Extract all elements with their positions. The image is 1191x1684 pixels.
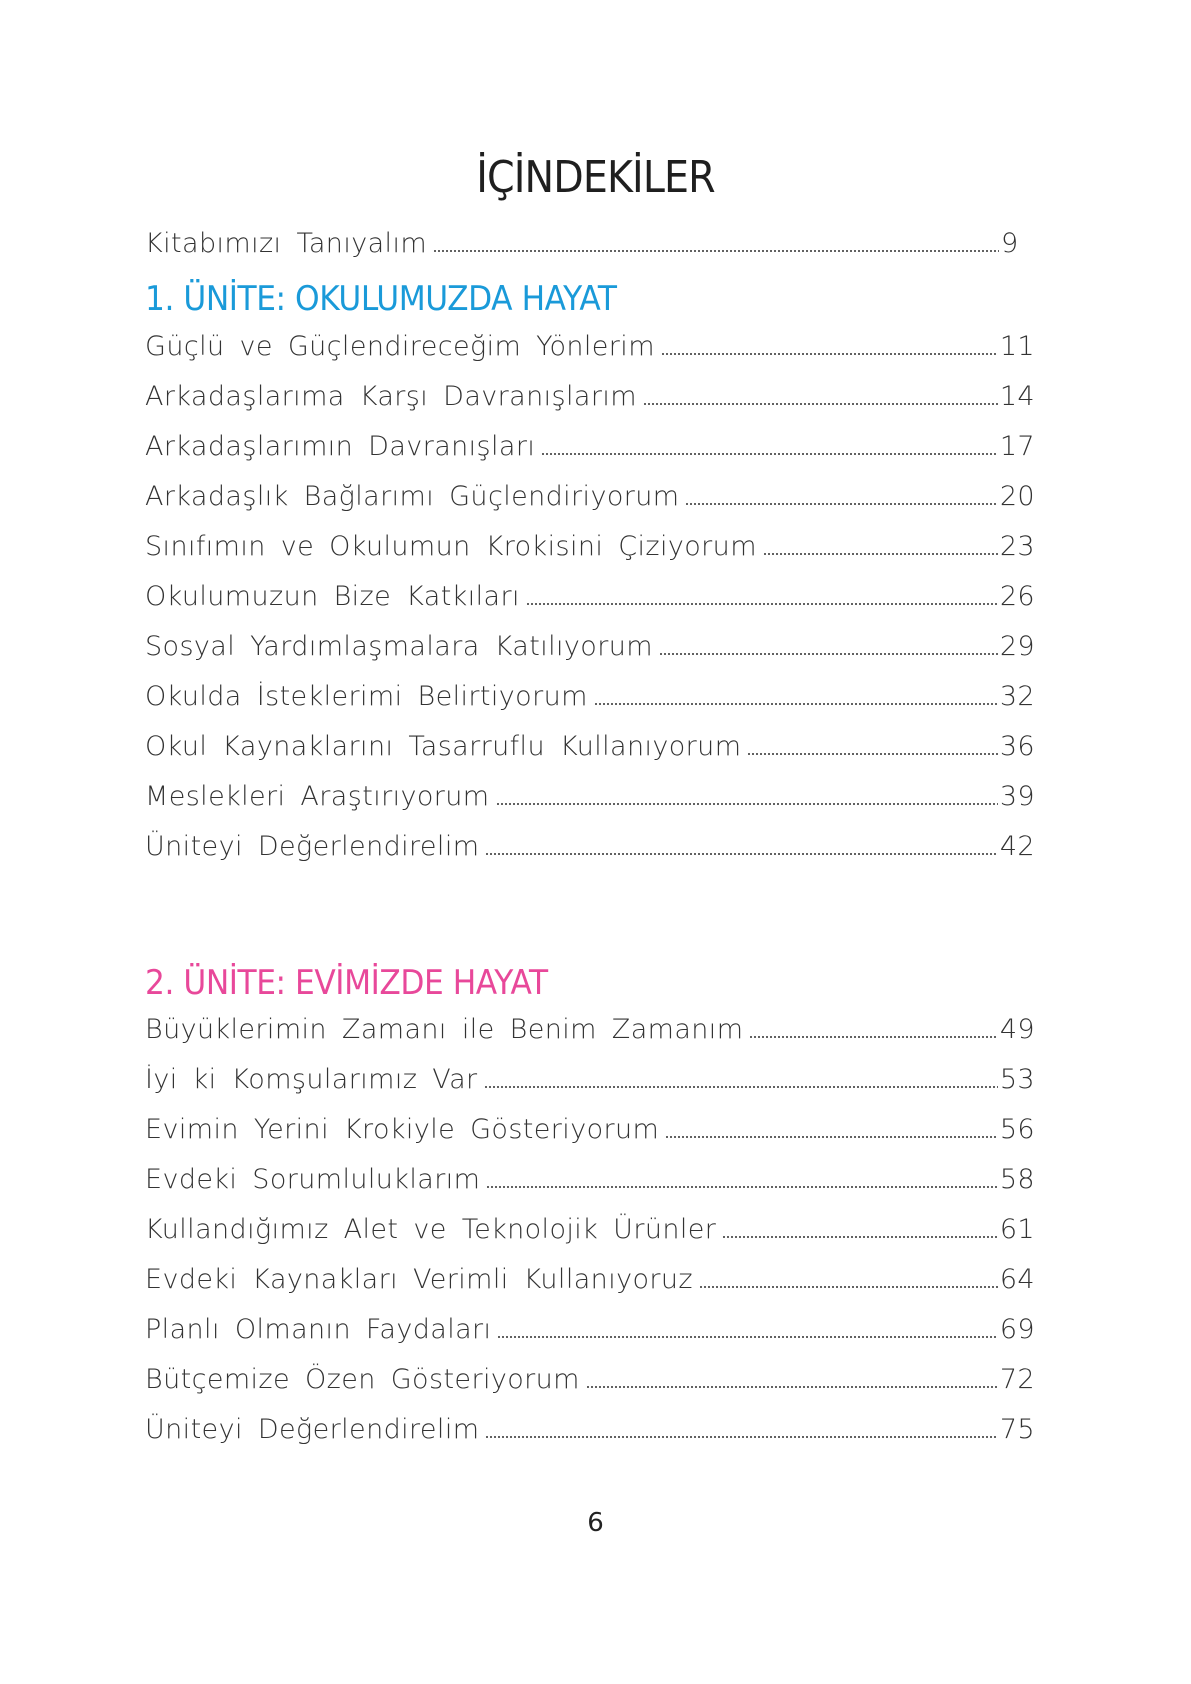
dot-leader: [433, 250, 999, 252]
toc-entry[interactable]: [145, 1055, 1035, 1095]
toc-entry[interactable]: [145, 1205, 1035, 1245]
dot-leader: [484, 1086, 998, 1088]
toc-entry-label: Bütçemize Özen Gösteriyorum: [145, 1364, 580, 1395]
page-number: 6: [587, 1508, 604, 1538]
toc-entry[interactable]: [145, 422, 1035, 462]
dot-leader: [763, 553, 998, 555]
toc-entry-label: Okulumuzun Bize Katkıları: [145, 581, 520, 612]
toc-entry[interactable]: [145, 822, 1035, 862]
toc-entry-page: 72: [999, 1364, 1035, 1395]
toc-entry-page: 64: [999, 1264, 1035, 1295]
toc-entry-page: 58: [999, 1164, 1035, 1195]
toc-entry-label: Arkadaşlarımın Davranışları: [145, 431, 536, 462]
toc-entry-label: Kitabımızı Tanıyalım: [145, 228, 428, 259]
toc-entry-page: 42: [999, 831, 1035, 862]
toc-entry-label: Güçlü ve Güçlendireceğim Yönlerim: [145, 331, 655, 362]
unit-2-heading: 2. ÜNİTE: EVİMİZDE HAYAT: [145, 963, 548, 1003]
toc-entry-label: Okul Kaynaklarını Tasarruflu Kullanıyorum: [145, 731, 742, 762]
toc-entry-label: Üniteyi Değerlendirelim: [145, 831, 480, 862]
dot-leader: [497, 1336, 997, 1338]
toc-entry-label: Kullandığımız Alet ve Teknolojik Ürünler: [145, 1214, 717, 1245]
toc-entry[interactable]: [145, 1405, 1035, 1445]
toc-entry-label: Evdeki Sorumluluklarım: [145, 1164, 481, 1195]
toc-entry-label: Arkadaşlık Bağlarımı Güçlendiriyorum: [145, 481, 680, 512]
toc-entry-page: 39: [999, 781, 1035, 812]
dot-leader: [496, 803, 998, 805]
toc-entry[interactable]: [145, 522, 1035, 562]
toc-entry-label: Planlı Olmanın Faydaları: [145, 1314, 492, 1345]
toc-entry[interactable]: [145, 1305, 1035, 1345]
toc-entry[interactable]: [145, 472, 1035, 512]
toc-entry-page: 14: [999, 381, 1035, 412]
toc-entry-label: Evimin Yerini Krokiyle Gösteriyorum: [145, 1114, 660, 1145]
dot-leader: [586, 1386, 998, 1388]
toc-entry-label: İyi ki Komşularımız Var: [145, 1064, 478, 1095]
toc-entry-label: Büyüklerimin Zamanı ile Benim Zamanım: [145, 1014, 744, 1045]
toc-entry[interactable]: [145, 1355, 1035, 1395]
dot-leader: [485, 1436, 997, 1438]
toc-entry-page: 9: [1001, 228, 1019, 259]
toc-entry-page: 75: [999, 1414, 1035, 1445]
dot-leader: [526, 603, 998, 605]
dot-leader: [486, 1186, 998, 1188]
toc-entry-label: Üniteyi Değerlendirelim: [145, 1414, 480, 1445]
toc-entry-page: 17: [999, 431, 1035, 462]
toc-entry[interactable]: [145, 322, 1035, 362]
dot-leader: [485, 853, 997, 855]
toc-entry[interactable]: [145, 1105, 1035, 1145]
dot-leader: [749, 1036, 997, 1038]
toc-entry[interactable]: [145, 1255, 1035, 1295]
toc-entry-page: 36: [999, 731, 1035, 762]
toc-entry[interactable]: [145, 572, 1035, 612]
dot-leader: [643, 403, 998, 405]
toc-entry[interactable]: [145, 772, 1035, 812]
dot-leader: [747, 753, 997, 755]
toc-entry-label: Evdeki Kaynakları Verimli Kullanıyoruz: [145, 1264, 693, 1295]
toc-entry-page: 11: [999, 331, 1035, 362]
toc-entry-page: 23: [999, 531, 1035, 562]
page-title: İÇİNDEKİLER: [476, 152, 715, 203]
toc-entry[interactable]: [145, 672, 1035, 712]
dot-leader: [659, 653, 998, 655]
dot-leader: [665, 1136, 998, 1138]
dot-leader: [541, 453, 998, 455]
toc-entry-label: Sosyal Yardımlaşmalara Katılıyorum: [145, 631, 653, 662]
dot-leader: [594, 703, 998, 705]
toc-entry-page: 20: [999, 481, 1035, 512]
toc-entry-page: 53: [999, 1064, 1035, 1095]
toc-entry-page: 61: [999, 1214, 1035, 1245]
toc-entry[interactable]: [145, 722, 1035, 762]
dot-leader: [685, 503, 997, 505]
toc-entry-page: 32: [999, 681, 1035, 712]
toc-entry[interactable]: [145, 1155, 1035, 1195]
toc-entry-label: Arkadaşlarıma Karşı Davranışlarım: [145, 381, 637, 412]
toc-entry-page: 49: [999, 1014, 1035, 1045]
toc-entry-page: 29: [999, 631, 1035, 662]
toc-entry-intro[interactable]: [145, 219, 1035, 259]
dot-leader: [699, 1286, 998, 1288]
toc-entry-label: Meslekleri Araştırıyorum: [145, 781, 490, 812]
dot-leader: [722, 1236, 998, 1238]
dot-leader: [661, 353, 998, 355]
unit-1-heading: 1. ÜNİTE: OKULUMUZDA HAYAT: [145, 279, 617, 319]
toc-entry[interactable]: [145, 372, 1035, 412]
toc-entry-page: 69: [999, 1314, 1035, 1345]
toc-entry-label: Sınıfımın ve Okulumun Krokisini Çiziyorum: [145, 531, 757, 562]
toc-entry-label: Okulda İsteklerimi Belirtiyorum: [145, 681, 588, 712]
toc-entry[interactable]: [145, 1005, 1035, 1045]
toc-entry[interactable]: [145, 622, 1035, 662]
toc-entry-page: 26: [999, 581, 1035, 612]
toc-entry-page: 56: [999, 1114, 1035, 1145]
